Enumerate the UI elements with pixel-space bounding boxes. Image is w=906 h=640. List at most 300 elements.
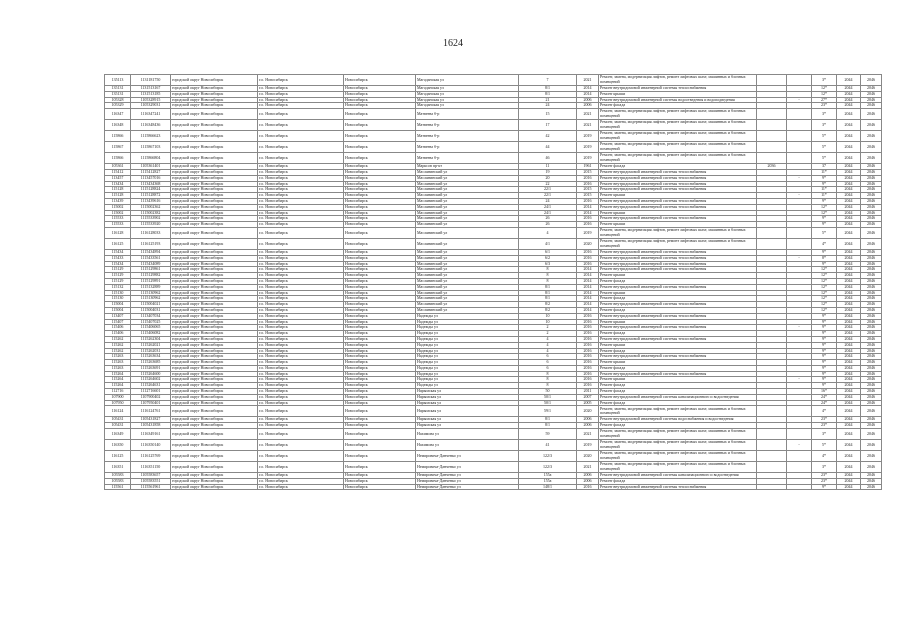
cell-city: Новосибирск [344, 181, 416, 187]
cell-interval: 37 [812, 164, 837, 170]
cell-year-built: 2014 [577, 296, 599, 302]
cell-plan-end-year: 2046 [861, 451, 882, 462]
cell-city: Новосибирск [344, 462, 416, 473]
cell-settlement: г.о. Новосибирск [258, 462, 344, 473]
cell-municipality: городской округ Новосибирск [171, 296, 258, 302]
cell-plan-end-year: 2046 [861, 193, 882, 199]
cell-house-number: 155а [519, 478, 577, 484]
cell-year-built: 2016 [577, 383, 599, 389]
cell-settlement: г.о. Новосибирск [258, 290, 344, 296]
cell-settlement: г.о. Новосибирск [258, 284, 344, 290]
cell-settlement: г.о. Новосибирск [258, 97, 344, 103]
cell-plan-end-year: 2046 [861, 249, 882, 255]
cell-flag [787, 142, 812, 153]
repair-schedule-table [104, 74, 882, 490]
cell-municipality: городской округ Новосибирск [171, 462, 258, 473]
cell-work-code: 1105329031 [131, 103, 171, 109]
cell-city: Новосибирск [344, 290, 416, 296]
cell-plan-start-year: 2044 [837, 187, 861, 193]
cell-city: Новосибирск [344, 216, 416, 222]
cell-house-id: 112716 [105, 389, 131, 395]
cell-street: Надежды ул [416, 319, 519, 325]
cell-last-repair-year [757, 109, 787, 120]
cell-city: Новосибирск [344, 302, 416, 308]
cell-year-built: 2005 [577, 400, 599, 406]
table-row [105, 131, 882, 142]
cell-street: Маслянинский ул [416, 255, 519, 261]
cell-plan-start-year: 2044 [837, 131, 861, 142]
cell-work-type: Ремонт внутридомовой инженерной системы теплоснабжения [599, 216, 757, 222]
cell-street: Матвеева б-р [416, 109, 519, 120]
cell-last-repair-year [757, 131, 787, 142]
cell-street: Надежды ул [416, 313, 519, 319]
cell-house-id: 115132 [105, 284, 131, 290]
cell-work-type: Ремонт крыши [599, 273, 757, 279]
cell-house-number: 8/1 [519, 91, 577, 97]
cell-plan-end-year: 2046 [861, 198, 882, 204]
cell-street: Маслянинский ул [416, 284, 519, 290]
cell-work-code: 1115434894 [131, 249, 171, 255]
cell-house-number: 8/1 [519, 86, 577, 92]
cell-house-id: 105328 [105, 97, 131, 103]
cell-interval: 24* [812, 394, 837, 400]
cell-interval: 3* [812, 109, 837, 120]
cell-house-id: 135131 [105, 86, 131, 92]
cell-work-type: Ремонт, замена, модернизация лифтов, ремонт лифтовых шахт, машинных и блочных помещений [599, 131, 757, 142]
cell-municipality: городской округ Новосибирск [171, 164, 258, 170]
cell-settlement: г.о. Новосибирск [258, 204, 344, 210]
cell-work-type: Ремонт внутридомовой инженерной системы теплоснабжения [599, 86, 757, 92]
cell-year-built: 2016 [577, 348, 599, 354]
cell-house-number: 4/1 [519, 238, 577, 249]
cell-street: Надежды ул [416, 331, 519, 337]
cell-plan-start-year: 2044 [837, 484, 861, 490]
cell-municipality: городской округ Новосибирск [171, 406, 258, 417]
cell-settlement: г.о. Новосибирск [258, 473, 344, 479]
cell-last-repair-year [757, 429, 787, 440]
cell-street: Немировича-Данченко ул [416, 462, 519, 473]
cell-house-number: 6 [519, 354, 577, 360]
cell-street: Маслянинский ул [416, 169, 519, 175]
cell-street: Матвеева б-р [416, 153, 519, 164]
cell-house-number: 8 [519, 383, 577, 389]
cell-plan-start-year: 2044 [837, 365, 861, 371]
cell-work-code: 1115866623 [131, 131, 171, 142]
cell-house-id: 107900 [105, 394, 131, 400]
cell-house-number: 155а [519, 473, 577, 479]
cell-house-number: 8/2 [519, 307, 577, 313]
cell-work-code: 1115128824 [131, 187, 171, 193]
cell-interval: 12* [812, 296, 837, 302]
cell-interval: 9* [812, 319, 837, 325]
cell-settlement: г.о. Новосибирск [258, 307, 344, 313]
cell-last-repair-year [757, 462, 787, 473]
cell-city: Новосибирск [344, 169, 416, 175]
cell-house-number: 17 [519, 120, 577, 131]
cell-plan-start-year: 2044 [837, 331, 861, 337]
cell-house-number: 148/1 [519, 484, 577, 490]
cell-street: Маслянинский ул [416, 222, 519, 228]
cell-house-id: 135113 [105, 75, 131, 86]
cell-year-built: 2015 [577, 169, 599, 175]
cell-house-number: 8 [519, 278, 577, 284]
cell-year-built: 1961 [577, 164, 599, 170]
cell-settlement: г.о. Новосибирск [258, 371, 344, 377]
cell-street: Маслянинский ул [416, 210, 519, 216]
cell-work-type: Ремонт фасада [599, 348, 757, 354]
cell-plan-end-year: 2046 [861, 153, 882, 164]
cell-work-type: Ремонт фасада [599, 296, 757, 302]
cell-interval: 9* [812, 261, 837, 267]
cell-flag [787, 153, 812, 164]
cell-street: Немировича-Данченко ул [416, 451, 519, 462]
cell-municipality: городской округ Новосибирск [171, 75, 258, 86]
cell-settlement: г.о. Новосибирск [258, 267, 344, 273]
cell-settlement: г.о. Новосибирск [258, 91, 344, 97]
cell-street: Нахимова ул [416, 429, 519, 440]
cell-work-code: 1115132889 [131, 284, 171, 290]
cell-work-type: Ремонт, замена, модернизация лифтов, ремонт лифтовых шахт, машинных и блочных помещений [599, 153, 757, 164]
cell-plan-end-year: 2046 [861, 389, 882, 395]
cell-settlement: г.о. Новосибирск [258, 222, 344, 228]
cell-settlement: г.о. Новосибирск [258, 400, 344, 406]
table-body [105, 75, 882, 490]
table-row [105, 120, 882, 131]
cell-work-code: 1115264631 [131, 383, 171, 389]
cell-plan-end-year: 2046 [861, 406, 882, 417]
cell-street: Матвеева б-р [416, 142, 519, 153]
cell-work-type: Ремонт внутридомовой инженерной системы теплоснабжения [599, 198, 757, 204]
cell-street: Маслянинский ул [416, 216, 519, 222]
cell-municipality: городской округ Новосибирск [171, 377, 258, 383]
cell-house-number: 8 [519, 267, 577, 273]
cell-city: Новосибирск [344, 313, 416, 319]
cell-house-id: 115533 [105, 216, 131, 222]
cell-work-type: Ремонт внутридомовой инженерной системы водоснабжения и водоотведения [599, 417, 757, 423]
cell-house-number: 7 [519, 75, 577, 86]
table-row [105, 238, 882, 249]
cell-work-code: 1115264602 [131, 377, 171, 383]
cell-interval: 4* [812, 238, 837, 249]
cell-work-type: Ремонт внутридомовой инженерной системы теплоснабжения [599, 484, 757, 490]
cell-municipality: городской округ Новосибирск [171, 109, 258, 120]
cell-house-id: 107950 [105, 400, 131, 406]
cell-settlement: г.о. Новосибирск [258, 164, 344, 170]
cell-work-code: 1115262304 [131, 336, 171, 342]
cell-work-type: Ремонт фасада [599, 423, 757, 429]
cell-flag [787, 227, 812, 238]
cell-street: Маслянинский ул [416, 193, 519, 199]
cell-year-built: 2016 [577, 336, 599, 342]
cell-city: Новосибирск [344, 187, 416, 193]
cell-street: Матвеева б-р [416, 120, 519, 131]
cell-house-id: 116347 [105, 109, 131, 120]
cell-work-type: Ремонт, замена, модернизация лифтов, ремонт лифтовых шахт, машинных и блочных помещений [599, 109, 757, 120]
cell-street: Маслянинский ул [416, 278, 519, 284]
cell-year-built: 2016 [577, 354, 599, 360]
cell-city: Новосибирск [344, 473, 416, 479]
cell-plan-start-year: 2044 [837, 120, 861, 131]
cell-last-repair-year [757, 440, 787, 451]
cell-year-built: 2014 [577, 91, 599, 97]
cell-work-type: Ремонт внутридомовой инженерной системы теплоснабжения [599, 255, 757, 261]
cell-interval: 9* [812, 365, 837, 371]
cell-work-type: Ремонт внутридомовой инженерной системы теплоснабжения [599, 261, 757, 267]
cell-settlement: г.о. Новосибирск [258, 249, 344, 255]
cell-settlement: г.о. Новосибирск [258, 210, 344, 216]
cell-plan-start-year: 2044 [837, 406, 861, 417]
cell-settlement: г.о. Новосибирск [258, 198, 344, 204]
cell-house-id: 115264 [105, 371, 131, 377]
cell-city: Новосибирск [344, 400, 416, 406]
cell-plan-end-year: 2046 [861, 210, 882, 216]
cell-work-code: 1105361401 [131, 164, 171, 170]
cell-house-id: 116124 [105, 406, 131, 417]
cell-street: Немировича-Данченко ул [416, 478, 519, 484]
cell-plan-start-year: 2044 [837, 313, 861, 319]
cell-plan-end-year: 2046 [861, 222, 882, 228]
cell-work-type: Ремонт, замена, модернизация лифтов, ремонт лифтовых шахт, машинных и блочных помещений [599, 75, 757, 86]
table-row [105, 109, 882, 120]
cell-plan-start-year: 2044 [837, 164, 861, 170]
cell-house-id: 115130 [105, 290, 131, 296]
cell-plan-start-year: 2044 [837, 91, 861, 97]
cell-last-repair-year [757, 153, 787, 164]
cell-flag [787, 484, 812, 490]
cell-interval: 5* [812, 440, 837, 451]
cell-year-built: 2006 [577, 423, 599, 429]
cell-street: Маслянинский ул [416, 307, 519, 313]
cell-interval: 11* [812, 187, 837, 193]
cell-interval: 9* [812, 325, 837, 331]
cell-plan-start-year: 2044 [837, 249, 861, 255]
cell-interval: 23* [812, 478, 837, 484]
cell-municipality: городской округ Новосибирск [171, 142, 258, 153]
cell-year-built: 2019 [577, 131, 599, 142]
cell-work-type: Ремонт внутридомовой инженерной системы теплоснабжения [599, 175, 757, 181]
cell-house-number: 6 [519, 360, 577, 366]
cell-year-built: 2021 [577, 429, 599, 440]
cell-city: Новосибирск [344, 109, 416, 120]
cell-work-type: Ремонт крыши [599, 290, 757, 296]
cell-last-repair-year [757, 75, 787, 86]
cell-year-built: 2016 [577, 216, 599, 222]
cell-city: Новосибирск [344, 354, 416, 360]
cell-interval: 9* [812, 342, 837, 348]
cell-plan-start-year: 2044 [837, 389, 861, 395]
cell-house-number: 8 [519, 371, 577, 377]
cell-interval: 12* [812, 273, 837, 279]
cell-year-built: 2019 [577, 153, 599, 164]
cell-municipality: городской округ Новосибирск [171, 103, 258, 109]
cell-house-number: 8/1 [519, 296, 577, 302]
cell-plan-end-year: 2046 [861, 164, 882, 170]
table-row [105, 142, 882, 153]
cell-municipality: городской округ Новосибирск [171, 302, 258, 308]
cell-house-id: 116350 [105, 440, 131, 451]
cell-city: Новосибирск [344, 307, 416, 313]
cell-city: Новосибирск [344, 371, 416, 377]
cell-street: Нарымская ул [416, 406, 519, 417]
cell-plan-end-year: 2046 [861, 360, 882, 366]
cell-municipality: городской округ Новосибирск [171, 319, 258, 325]
cell-street: Маслянинский ул [416, 238, 519, 249]
cell-plan-end-year: 2046 [861, 348, 882, 354]
cell-street: Немировича-Данченко ул [416, 484, 519, 490]
cell-work-code: 1115263685 [131, 360, 171, 366]
cell-work-type: Ремонт фасада [599, 164, 757, 170]
cell-street: Надежды ул [416, 377, 519, 383]
cell-street: Нарымская ул [416, 423, 519, 429]
cell-city: Новосибирск [344, 91, 416, 97]
cell-work-code: 1116124761 [131, 406, 171, 417]
cell-house-id: 105431 [105, 417, 131, 423]
cell-year-built: 2014 [577, 290, 599, 296]
cell-house-id: 115128 [105, 193, 131, 199]
cell-street: Надежды ул [416, 325, 519, 331]
cell-plan-start-year: 2044 [837, 153, 861, 164]
cell-street: Надежды ул [416, 348, 519, 354]
cell-city: Новосибирск [344, 210, 416, 216]
cell-city: Новосибирск [344, 193, 416, 199]
cell-year-built: 2014 [577, 284, 599, 290]
cell-house-id: 115002 [105, 210, 131, 216]
cell-city: Новосибирск [344, 103, 416, 109]
cell-settlement: г.о. Новосибирск [258, 109, 344, 120]
cell-house-id: 115129 [105, 273, 131, 279]
cell-house-number: 50/1 [519, 394, 577, 400]
table-row [105, 153, 882, 164]
cell-settlement: г.о. Новосибирск [258, 296, 344, 302]
cell-municipality: городской округ Новосибирск [171, 331, 258, 337]
cell-house-id: 105583 [105, 473, 131, 479]
cell-year-built: 2020 [577, 238, 599, 249]
cell-work-code: 1116350140 [131, 440, 171, 451]
cell-municipality: городской округ Новосибирск [171, 290, 258, 296]
cell-house-id: 115129 [105, 278, 131, 284]
cell-house-number: 42 [519, 131, 577, 142]
cell-city: Новосибирск [344, 331, 416, 337]
cell-plan-end-year: 2046 [861, 169, 882, 175]
cell-year-built: 2014 [577, 302, 599, 308]
cell-settlement: г.о. Новосибирск [258, 313, 344, 319]
cell-city: Новосибирск [344, 360, 416, 366]
cell-year-built: 2020 [577, 451, 599, 462]
cell-municipality: городской округ Новосибирск [171, 284, 258, 290]
cell-interval: 9* [812, 377, 837, 383]
cell-plan-start-year: 2044 [837, 478, 861, 484]
cell-work-type: Ремонт крыши [599, 360, 757, 366]
cell-work-type: Ремонт, замена, модернизация лифтов, ремонт лифтовых шахт, машинных и блочных помещений [599, 227, 757, 238]
cell-work-code: 1115407025 [131, 319, 171, 325]
cell-work-code: 1115406082 [131, 331, 171, 337]
cell-plan-start-year: 2044 [837, 342, 861, 348]
cell-house-id: 115002 [105, 204, 131, 210]
cell-work-code: 1116348436 [131, 120, 171, 131]
cell-plan-end-year: 2046 [861, 429, 882, 440]
cell-municipality: городской округ Новосибирск [171, 478, 258, 484]
cell-city: Новосибирск [344, 75, 416, 86]
cell-street: Маслянинский ул [416, 181, 519, 187]
cell-plan-start-year: 2044 [837, 216, 861, 222]
cell-settlement: г.о. Новосибирск [258, 377, 344, 383]
cell-city: Новосибирск [344, 198, 416, 204]
cell-house-number: 11 [519, 164, 577, 170]
cell-municipality: городской округ Новосибирск [171, 342, 258, 348]
cell-interval: 23* [812, 417, 837, 423]
cell-municipality: городской округ Новосибирск [171, 273, 258, 279]
cell-street: Нахимова ул [416, 440, 519, 451]
cell-house-id: 116125 [105, 451, 131, 462]
cell-house-id: 113407 [105, 313, 131, 319]
cell-plan-start-year: 2044 [837, 290, 861, 296]
cell-work-type: Ремонт внутридомовой инженерной системы теплоснабжения [599, 187, 757, 193]
cell-year-built: 2011 [577, 389, 599, 395]
cell-street: Магаданская ул [416, 103, 519, 109]
cell-year-built: 2014 [577, 278, 599, 284]
cell-house-id: 105329 [105, 103, 131, 109]
cell-municipality: городской округ Новосибирск [171, 360, 258, 366]
cell-interval: 12* [812, 278, 837, 284]
cell-work-type: Ремонт внутридомовой инженерной системы теплоснабжения [599, 204, 757, 210]
cell-year-built: 2019 [577, 440, 599, 451]
cell-year-built: 2016 [577, 331, 599, 337]
cell-city: Новосибирск [344, 164, 416, 170]
cell-work-type: Ремонт крыши [599, 222, 757, 228]
cell-work-code: 1131513185 [131, 91, 171, 97]
cell-plan-start-year: 2044 [837, 222, 861, 228]
cell-street: Маслянинский ул [416, 261, 519, 267]
cell-house-id: 113434 [105, 181, 131, 187]
cell-plan-end-year: 2046 [861, 91, 882, 97]
cell-work-type: Ремонт крыши [599, 210, 757, 216]
cell-municipality: городской округ Новосибирск [171, 227, 258, 238]
cell-interval: 9* [812, 354, 837, 360]
cell-house-number: 122/3 [519, 451, 577, 462]
cell-municipality: городской округ Новосибирск [171, 204, 258, 210]
cell-street: Маслянинский ул [416, 204, 519, 210]
cell-municipality: городской округ Новосибирск [171, 222, 258, 228]
cell-settlement: г.о. Новосибирск [258, 354, 344, 360]
cell-house-number: 8/1 [519, 423, 577, 429]
cell-city: Новосибирск [344, 267, 416, 273]
cell-city: Новосибирск [344, 261, 416, 267]
cell-plan-end-year: 2046 [861, 267, 882, 273]
cell-work-code: 1115262031 [131, 348, 171, 354]
cell-plan-start-year: 2044 [837, 169, 861, 175]
cell-last-repair-year [757, 120, 787, 131]
cell-plan-end-year: 2046 [861, 86, 882, 92]
cell-work-type: Ремонт внутридомовой инженерной системы теплоснабжения [599, 302, 757, 308]
cell-plan-end-year: 2046 [861, 394, 882, 400]
cell-municipality: городской округ Новосибирск [171, 238, 258, 249]
cell-settlement: г.о. Новосибирск [258, 360, 344, 366]
cell-city: Новосибирск [344, 296, 416, 302]
table-row [105, 462, 882, 473]
cell-work-code: 1116128033 [131, 227, 171, 238]
table-row [105, 75, 882, 86]
cell-plan-start-year: 2044 [837, 296, 861, 302]
cell-house-id: 115263 [105, 365, 131, 371]
cell-house-id: 116349 [105, 429, 131, 440]
cell-house-id: 115406 [105, 325, 131, 331]
cell-year-built: 2016 [577, 360, 599, 366]
cell-street: Маслянинский ул [416, 227, 519, 238]
cell-city: Новосибирск [344, 336, 416, 342]
cell-house-id: 115264 [105, 383, 131, 389]
cell-city: Новосибирск [344, 249, 416, 255]
cell-plan-end-year: 2046 [861, 383, 882, 389]
